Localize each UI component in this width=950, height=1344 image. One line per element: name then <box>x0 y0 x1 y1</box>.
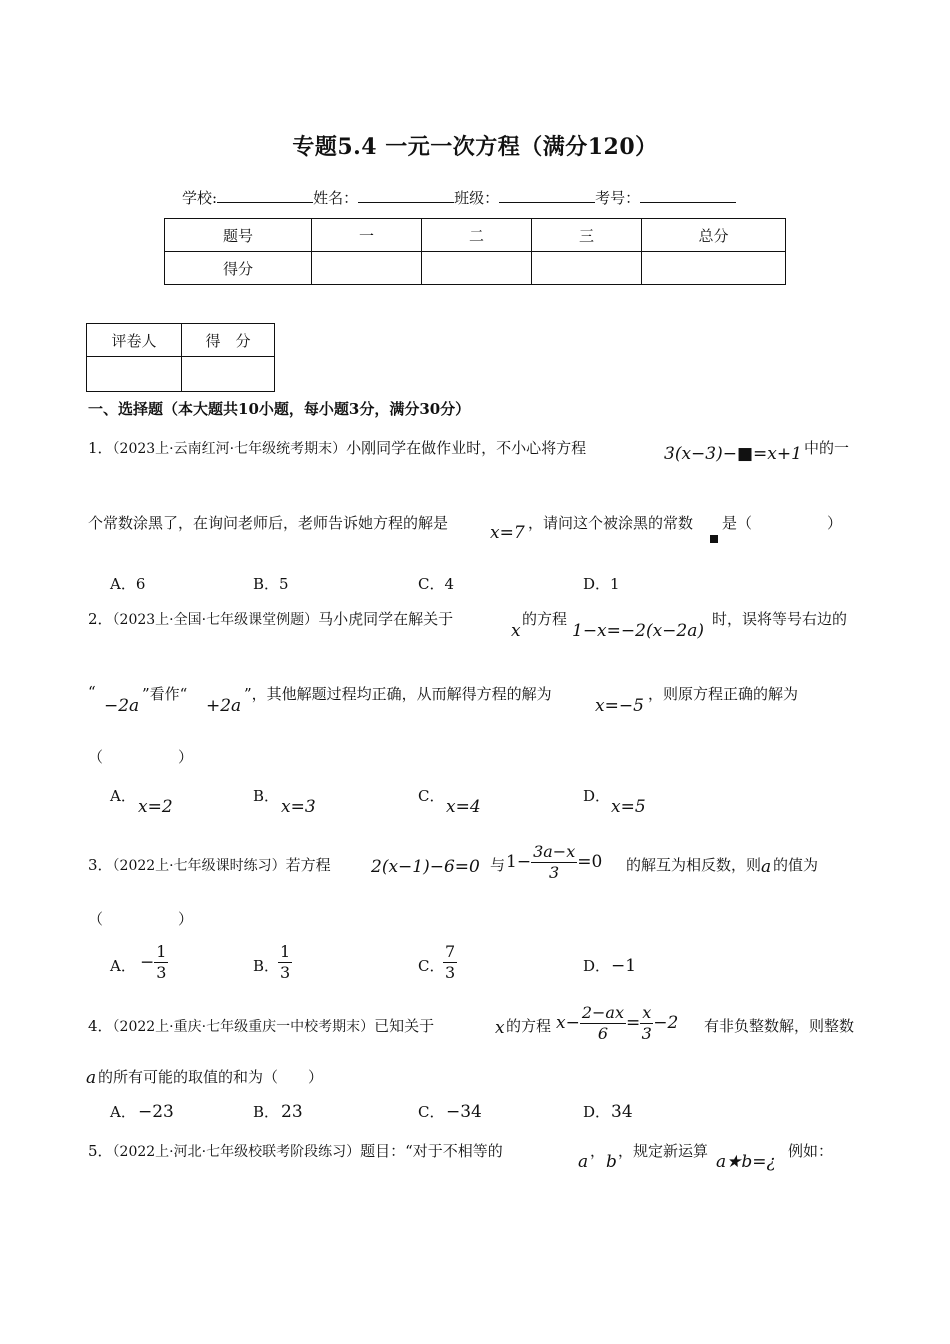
page-title: 专题5.4 一元一次方程（满分120） <box>292 134 658 160</box>
equation-2 <box>506 842 602 883</box>
question-2-line1 <box>88 608 453 629</box>
comma: ， <box>590 1142 606 1160</box>
fraction-denominator: 3 <box>549 863 560 882</box>
option-d-value[interactable]: x=5 <box>611 797 646 817</box>
grader-header: 评卷人 <box>87 324 182 357</box>
question-text: 有非负整数解，则整数 <box>704 1017 855 1035</box>
option-a[interactable]: A．6 <box>110 575 146 593</box>
question-text: 题目：“对于不相等的 <box>360 1142 503 1160</box>
fraction-denominator: 3 <box>280 963 291 982</box>
grader-score-cell[interactable] <box>182 357 275 392</box>
option-a-label[interactable]: A． <box>110 787 136 805</box>
fraction-denominator: 6 <box>597 1024 609 1043</box>
score-cell[interactable] <box>312 252 422 285</box>
option-a-value[interactable]: −23 <box>138 1102 174 1122</box>
option-d-label[interactable]: D． <box>583 1103 611 1121</box>
option-c-value[interactable]: −34 <box>446 1102 482 1122</box>
question-text: 中的一 <box>804 439 850 457</box>
eq-part: −2 <box>653 1013 679 1033</box>
question-1-line1 <box>88 437 586 458</box>
question-text: 的方程 <box>506 1017 552 1035</box>
variable-a: a <box>578 1152 589 1172</box>
fraction <box>580 1003 626 1044</box>
option-c-label[interactable]: C． <box>418 787 445 805</box>
option-b-label[interactable]: B． <box>253 957 280 975</box>
class-blank[interactable] <box>499 188 595 203</box>
score-header: 得 分 <box>182 324 275 357</box>
eq-part: 1− <box>506 852 532 872</box>
option-c-value[interactable]: x=4 <box>446 797 481 817</box>
question-text: 的值为 <box>773 856 819 874</box>
school-label: 学校: <box>182 189 218 207</box>
option-d-value[interactable]: −1 <box>611 956 637 976</box>
question-number: 2． <box>88 610 113 628</box>
number-blank[interactable] <box>640 188 736 203</box>
answer-parens: （ ） <box>88 910 194 928</box>
grader-table <box>86 323 275 392</box>
option-b-label[interactable]: B． <box>253 1103 280 1121</box>
score-header-cell: 二 <box>422 219 532 252</box>
option-a-label[interactable]: A． <box>110 1103 136 1121</box>
math-term: +2a <box>206 696 242 716</box>
blacked-out-square-icon <box>710 528 718 547</box>
option-d-label[interactable]: D． <box>583 957 611 975</box>
option-d-value[interactable]: 34 <box>611 1102 633 1122</box>
answer-parens: （ ） <box>88 748 194 766</box>
class-label: 班级： <box>454 189 500 207</box>
quote-open: “ <box>88 683 96 701</box>
section-title: 一、选择题（本大题共10小题，每小题3分，满分30分） <box>88 400 471 418</box>
question-source: （2022上·重庆·七年级重庆一中校考期末） <box>112 1019 375 1035</box>
fraction <box>278 942 292 983</box>
score-header-cell: 题号 <box>165 219 312 252</box>
score-header-cell: 总分 <box>642 219 786 252</box>
option-b-value[interactable]: x=3 <box>281 797 316 817</box>
math-term: −2a <box>104 696 140 716</box>
fraction-denominator: 3 <box>641 1024 652 1043</box>
school-blank[interactable] <box>217 188 313 203</box>
name-label: 姓名： <box>313 189 359 207</box>
sign: − <box>140 952 155 973</box>
eq-part: x− <box>556 1013 580 1033</box>
option-a-value[interactable]: x=2 <box>138 797 173 817</box>
option-b[interactable]: B．5 <box>253 575 289 593</box>
question-text: 的方程 <box>522 610 568 628</box>
equation <box>556 1003 678 1044</box>
score-header-cell: 三 <box>532 219 642 252</box>
option-c-value[interactable] <box>443 942 457 983</box>
question-source: （2022上·七年级课时练习） <box>112 858 286 874</box>
score-header-cell: 一 <box>312 219 422 252</box>
question-4-line1 <box>88 1015 434 1036</box>
score-cell[interactable] <box>532 252 642 285</box>
score-table <box>164 218 786 285</box>
equation-1: 2(x−1)−6=0 <box>371 857 480 877</box>
question-text: ”，其他解题过程均正确，从而解得方程的解为 <box>244 685 552 703</box>
eq-part: = <box>626 1013 641 1033</box>
variable: a <box>761 857 772 877</box>
score-row-label: 得分 <box>165 252 312 285</box>
variable: x <box>495 1018 505 1038</box>
answer-parens: 是（ ） <box>722 514 843 532</box>
score-cell[interactable] <box>642 252 786 285</box>
option-a-label[interactable]: A． <box>110 957 136 975</box>
fraction-denominator: 3 <box>156 963 167 982</box>
question-number: 5． <box>88 1142 113 1160</box>
option-d[interactable]: D．1 <box>583 575 620 593</box>
fraction-numerator: 7 <box>445 942 456 961</box>
solution-math: x=7 <box>490 523 525 543</box>
question-number: 3． <box>88 856 113 874</box>
question-text: 的解互为相反数，则 <box>626 856 762 874</box>
question-text: 例如： <box>788 1142 834 1160</box>
grader-cell[interactable] <box>87 357 182 392</box>
fraction-numerator: 1 <box>280 942 291 961</box>
question-text: 马小虎同学在解关于 <box>318 610 454 628</box>
variable-b: b <box>606 1152 617 1172</box>
name-blank[interactable] <box>358 188 454 203</box>
question-text: 已知关于 <box>374 1017 435 1035</box>
question-source: （2023上·全国·七年级课堂例题） <box>112 612 319 628</box>
option-a-value[interactable] <box>140 942 168 983</box>
wrong-solution: x=−5 <box>595 696 644 716</box>
question-1-line2: 个常数涂黑了，在询问老师后，老师告诉她方程的解是 <box>88 514 449 532</box>
option-c[interactable]: C．4 <box>418 575 455 593</box>
fraction <box>443 942 457 983</box>
eq-part: =0 <box>577 852 603 872</box>
question-text: 与 <box>490 856 506 874</box>
option-c-label[interactable]: C． <box>418 1103 445 1121</box>
option-b-label[interactable]: B． <box>253 787 280 805</box>
fraction-numerator: 1 <box>156 942 167 961</box>
question-number: 4． <box>88 1017 113 1035</box>
variable: x <box>511 621 521 641</box>
new-operation: a★b=¿ <box>716 1152 776 1172</box>
student-info-line <box>182 187 736 208</box>
question-3-line1 <box>88 854 331 875</box>
number-label: 考号： <box>595 189 641 207</box>
equation: 3(x−3)−■=x+1 <box>664 444 802 464</box>
fraction <box>640 1003 653 1044</box>
fraction-numerator: 2−ax <box>581 1003 624 1022</box>
variable: a <box>86 1068 97 1088</box>
fraction-numerator: 3a−x <box>533 842 576 861</box>
question-number: 1． <box>88 439 113 457</box>
question-text: ，则原方程正确的解为 <box>648 685 799 703</box>
option-d-label[interactable]: D． <box>583 787 611 805</box>
question-text: 若方程 <box>285 856 331 874</box>
question-text: ，请问这个被涂黑的常数 <box>528 514 694 532</box>
fraction-denominator: 3 <box>445 963 456 982</box>
fraction <box>531 842 577 883</box>
option-b-value[interactable]: 23 <box>281 1102 303 1122</box>
question-5-line1 <box>88 1140 503 1161</box>
question-text: 时，误将等号右边的 <box>712 610 848 628</box>
question-source: （2022上·河北·七年级校联考阶段练习） <box>112 1144 361 1160</box>
question-source: （2023上·云南红河·七年级统考期末） <box>112 441 347 457</box>
fraction-numerator: x <box>642 1003 652 1022</box>
option-c-label[interactable]: C． <box>418 957 445 975</box>
question-text: ，规定新运算 <box>618 1142 709 1160</box>
score-cell[interactable] <box>422 252 532 285</box>
fraction <box>154 942 168 983</box>
question-text: ”看作“ <box>142 685 188 703</box>
option-b-value[interactable] <box>278 942 292 983</box>
question-text: 的所有可能的取值的和为（ ） <box>98 1068 324 1086</box>
equation: 1−x=−2(x−2a) <box>572 621 704 641</box>
question-text: 小刚同学在做作业时，不小心将方程 <box>346 439 587 457</box>
